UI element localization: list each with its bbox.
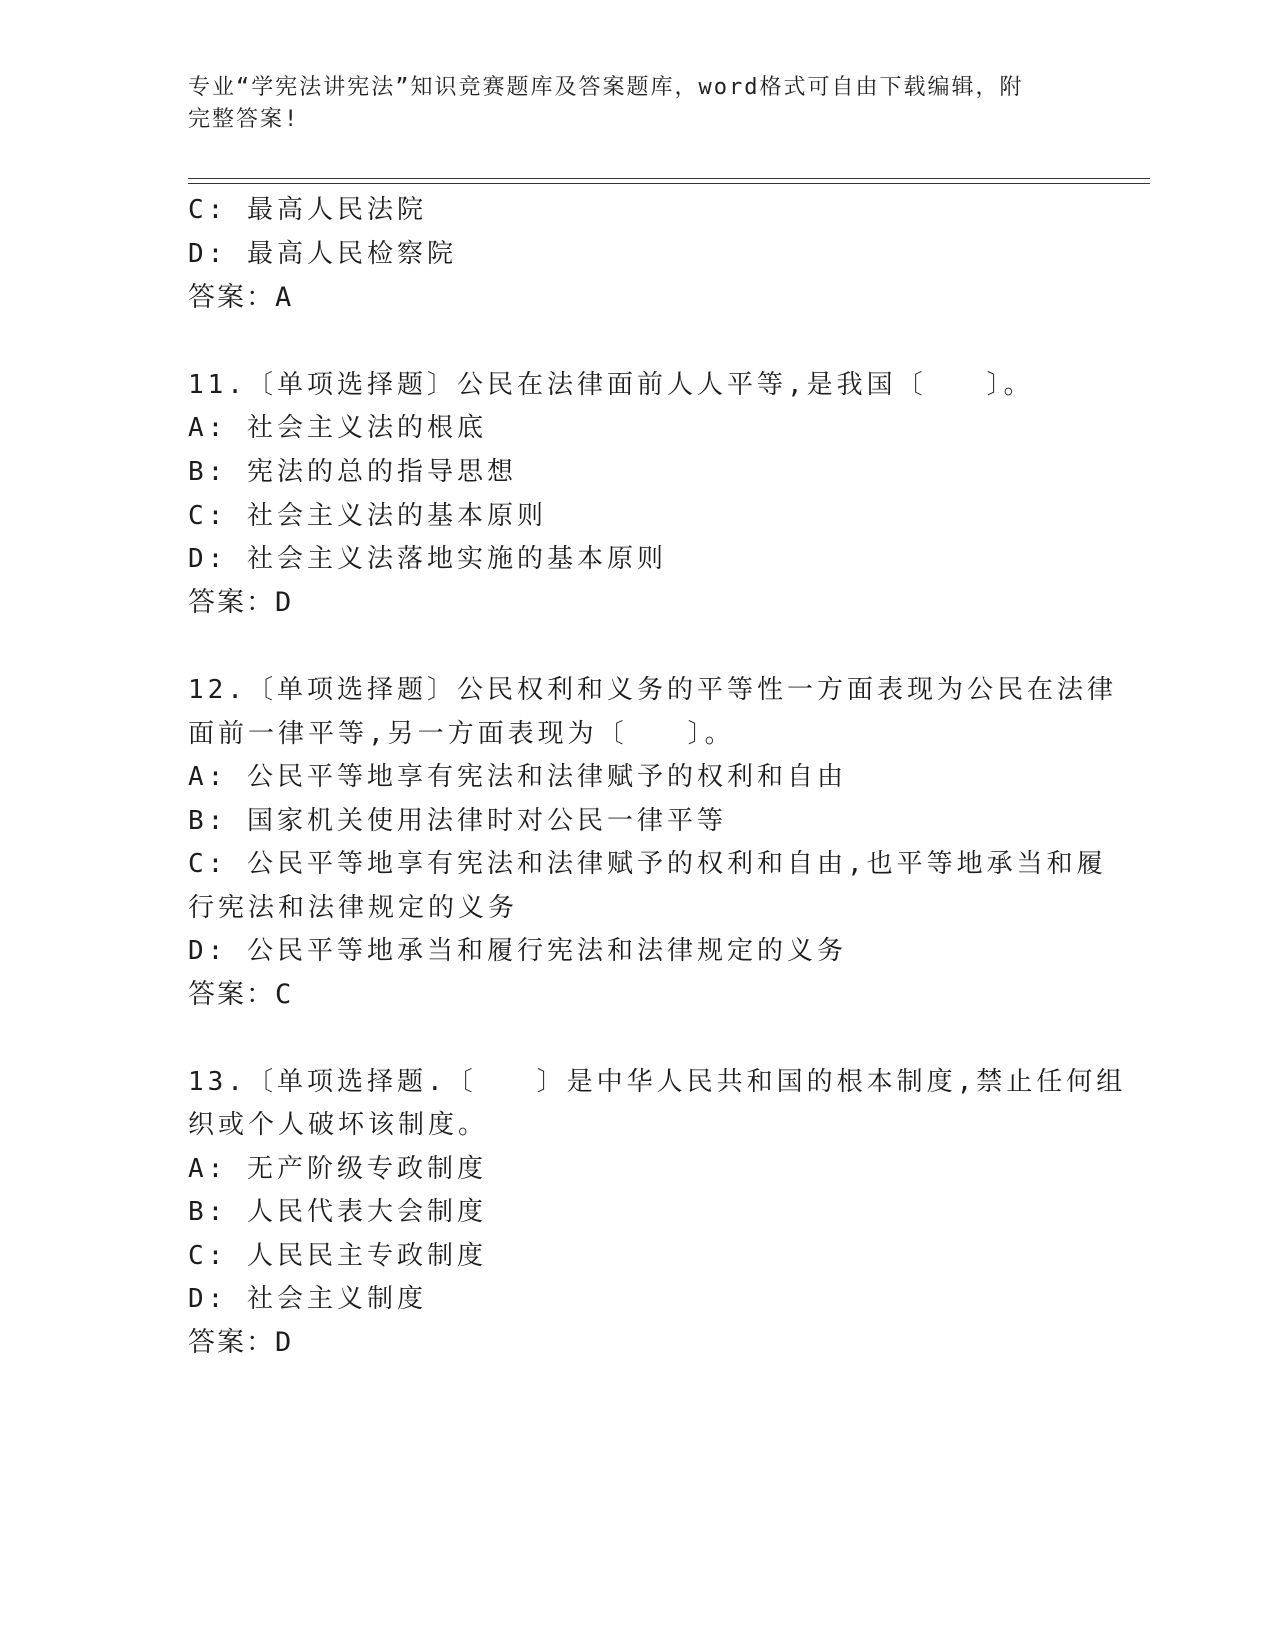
q12-option-c-line-2: 行宪法和法律规定的义务: [188, 893, 519, 923]
q11-option-c: C: 社会主义法的基本原则: [188, 501, 547, 531]
q11-option-d: D: 社会主义法落地实施的基本原则: [188, 544, 667, 574]
q13-option-b: B: 人民代表大会制度: [188, 1197, 487, 1227]
q11-option-a: A: 社会主义法的根底: [188, 413, 487, 443]
q13-stem-line-1: 13.〔单项选择题.〔 〕是中华人民共和国的根本制度,禁止任何组: [188, 1067, 1127, 1097]
q12-answer: [188, 979, 1088, 1011]
answer-label: 答案：: [188, 587, 275, 618]
q12-option-b: B: 国家机关使用法律时对公民一律平等: [188, 806, 727, 836]
answer-label: 答案：: [188, 979, 275, 1010]
header-rule-top: [188, 178, 1150, 179]
q12-stem-line-2: 面前一律平等,另一方面表现为〔 〕。: [188, 719, 735, 749]
answer-value: D: [275, 587, 294, 618]
q12-option-a: A: 公民平等地享有宪法和法律赋予的权利和自由: [188, 762, 847, 792]
prev-option-c: C: 最高人民法院: [188, 195, 427, 225]
q11-answer: [188, 587, 1088, 619]
document-header: [188, 72, 1088, 136]
answer-value: C: [275, 979, 294, 1010]
q13-stem-line-2: 织或个人破坏该制度。: [188, 1110, 489, 1140]
answer-label: 答案：: [188, 282, 275, 313]
q12-stem-line-1: 12.〔单项选择题〕公民权利和义务的平等性一方面表现为公民在法律: [188, 675, 1117, 705]
header-line-1: 专业“学宪法讲宪法”知识竞赛题库及答案题库，word格式可自由下载编辑，附: [188, 75, 1024, 100]
q11-option-b: B: 宪法的总的指导思想: [188, 457, 517, 487]
q13-option-a: A: 无产阶级专政制度: [188, 1154, 487, 1184]
q13-option-c: C: 人民民主专政制度: [188, 1241, 487, 1271]
header-line-2: 完整答案!: [188, 107, 300, 132]
prev-answer: [188, 282, 1088, 314]
q11-stem: 11.〔单项选择题〕公民在法律面前人人平等,是我国〔 〕。: [188, 370, 1034, 400]
prev-option-d: D: 最高人民检察院: [188, 239, 457, 269]
q12-option-d: D: 公民平等地承当和履行宪法和法律规定的义务: [188, 936, 847, 966]
q13-answer: [188, 1327, 1088, 1359]
answer-label: 答案：: [188, 1327, 275, 1358]
header-rule-bottom: [188, 183, 1150, 184]
q13-option-d: D: 社会主义制度: [188, 1284, 427, 1314]
q12-option-c-line-1: C: 公民平等地享有宪法和法律赋予的权利和自由,也平等地承当和履: [188, 849, 1107, 879]
answer-value: A: [275, 282, 294, 313]
answer-value: D: [275, 1327, 294, 1358]
